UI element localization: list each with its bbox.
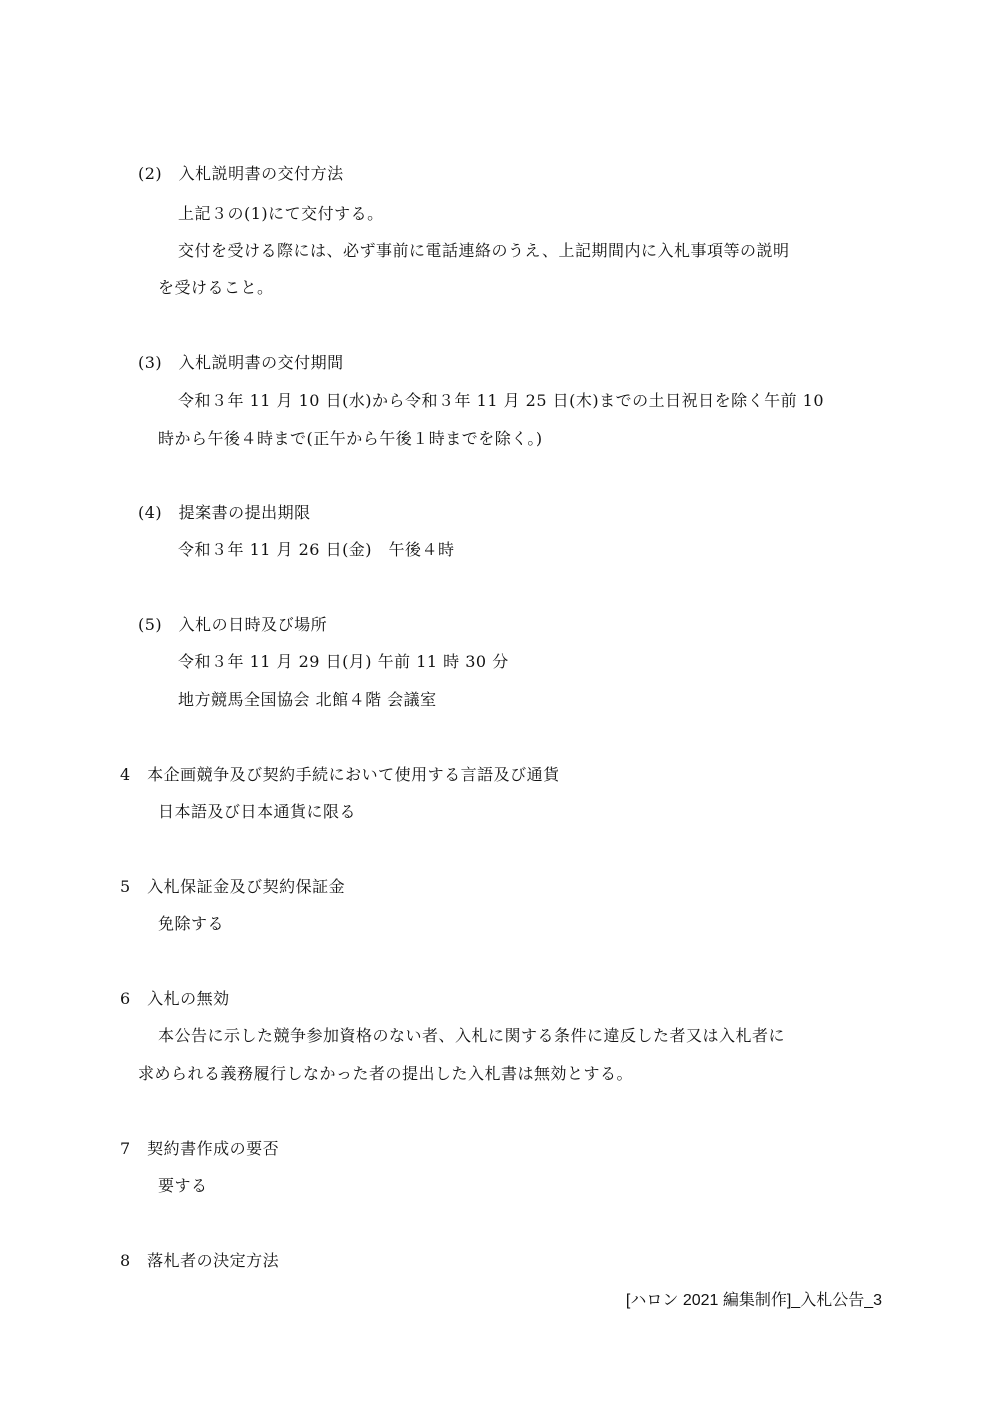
section-7-heading: 7 契約書作成の要否 [120, 1139, 280, 1158]
page-footer: [ハロン 2021 編集制作]_入札公告_3 [625, 1292, 882, 1309]
section-6-text: 本公告に示した競争参加資格のない者、入札に関する条件に違反した者又は入札者に [158, 1026, 786, 1045]
subsection-4-heading: (4) 提案書の提出期限 [138, 503, 311, 522]
subsection-2-text: 上記３の(1)にて交付する。 [178, 204, 384, 223]
subsection-5-text: 令和３年 11 月 29 日(月) 午前 11 時 30 分 [178, 652, 509, 671]
subsection-5-heading: (5) 入札の日時及び場所 [138, 615, 328, 634]
section-5-heading: 5 入札保証金及び契約保証金 [120, 877, 346, 896]
subsection-3-text: 時から午後４時まで(正午から午後１時までを除く。) [158, 429, 543, 448]
subsection-2-text: を受けること。 [158, 278, 274, 297]
section-8-heading: 8 落札者の決定方法 [120, 1251, 280, 1270]
section-4-heading: 4 本企画競争及び契約手続において使用する言語及び通貨 [120, 765, 560, 784]
section-5-text: 免除する [158, 914, 225, 933]
section-6-heading: 6 入札の無効 [120, 989, 230, 1008]
section-7-text: 要する [158, 1176, 208, 1195]
section-6-text: 求められる義務履行しなかった者の提出した入札書は無効とする。 [138, 1064, 634, 1083]
subsection-2-heading: (2) 入札説明書の交付方法 [138, 164, 344, 183]
section-4-text: 日本語及び日本通貨に限る [158, 802, 357, 821]
subsection-5-text: 地方競馬全国協会 北館４階 会議室 [178, 690, 437, 709]
subsection-2-text: 交付を受ける際には、必ず事前に電話連絡のうえ、上記期間内に入札事項等の説明 [178, 241, 790, 260]
subsection-3-heading: (3) 入札説明書の交付期間 [138, 353, 344, 372]
subsection-3-text: 令和３年 11 月 10 日(水)から令和３年 11 月 25 日(木)までの土日祝日を除く午前 10 [178, 391, 825, 410]
subsection-4-text: 令和３年 11 月 26 日(金) 午後４時 [178, 540, 455, 559]
